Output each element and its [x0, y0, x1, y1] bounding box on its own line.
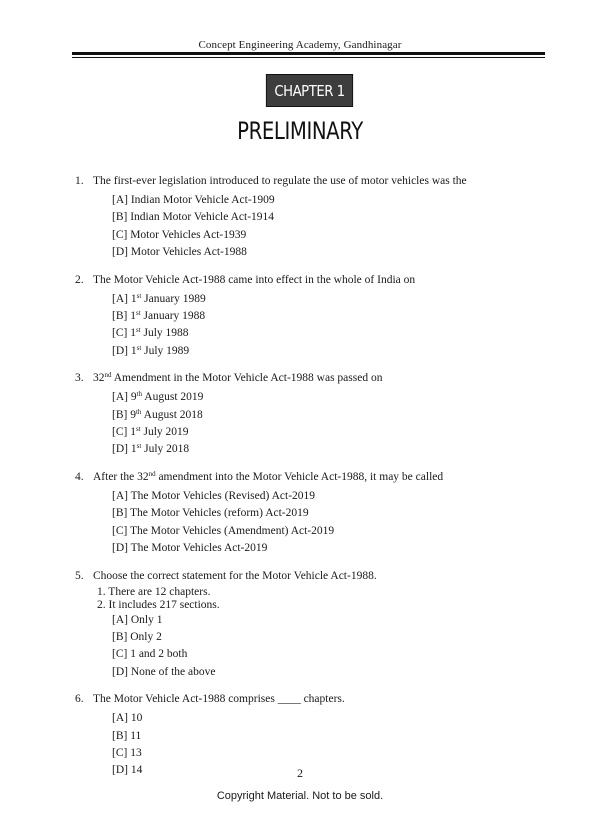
header-rule-thick	[72, 52, 545, 55]
option-b: [B] The Motor Vehicles (reform) Act-2019	[112, 507, 309, 520]
option-b: [B] Indian Motor Vehicle Act-1914	[112, 211, 275, 224]
option-d: [D] 14	[112, 764, 143, 777]
statement-list	[75, 586, 555, 612]
question-2	[75, 273, 555, 361]
copyright-footer: Copyright Material. Not to be sold.	[216, 790, 384, 802]
option-d: [D] Motor Vehicles Act-1988	[112, 246, 247, 259]
header-rule-thin	[72, 57, 545, 58]
question-text: 32nd Amendment in the Motor Vehicle Act-1988 was passed on	[93, 371, 383, 385]
page-number: 2	[297, 766, 303, 780]
statement-2: 2. It includes 217 sections.	[97, 598, 220, 611]
question-text: The Motor Vehicle Act-1988 comprises ____ chapters.	[93, 693, 345, 706]
option-b: [B] 11	[112, 729, 142, 742]
option-a: [A] 10	[112, 712, 143, 725]
option-c: [C] The Motor Vehicles (Amendment) Act-2019	[112, 524, 335, 537]
statement-1: 1. There are 12 chapters.	[97, 585, 211, 598]
question-text: The first-ever legislation introduced to regulate the use of motor vehicles was the	[93, 175, 467, 187]
option-c: [C] 1st July 1988	[112, 326, 189, 340]
option-a: [A] The Motor Vehicles (Revised) Act-2019	[112, 489, 316, 502]
question-number: 6.	[75, 693, 84, 706]
question-5	[75, 569, 555, 682]
option-d: [D] 1st July 2018	[112, 442, 190, 456]
question-number: 5.	[75, 569, 84, 582]
question-list	[75, 174, 555, 791]
question-number: 2.	[75, 273, 84, 286]
option-c: [C] Motor Vehicles Act-1939	[112, 228, 247, 241]
option-c: [C] 1st July 2019	[112, 425, 189, 439]
option-list	[75, 488, 555, 558]
option-a: [A] Only 1	[112, 613, 163, 626]
option-b: [B] Only 2	[112, 630, 162, 643]
option-d: [D] None of the above	[112, 665, 216, 678]
question-number: 4.	[75, 470, 84, 483]
question-number: 1.	[75, 175, 84, 187]
option-c: [C] 1 and 2 both	[112, 648, 188, 661]
option-list	[75, 389, 555, 459]
question-text: After the 32nd amendment into the Motor Vehicle Act-1988, it may be called	[93, 469, 444, 483]
option-list	[75, 192, 555, 262]
chapter-label: CHAPTER 1	[274, 81, 345, 100]
question-number: 3.	[75, 372, 84, 385]
option-b: [B] 9th August 2018	[112, 407, 203, 421]
question-1	[75, 174, 555, 262]
option-d: [D] The Motor Vehicles Act-2019	[112, 542, 268, 555]
chapter-label-box	[266, 74, 353, 107]
option-list	[75, 291, 555, 361]
option-a: [A] 1st January 1989	[112, 291, 206, 305]
question-3	[75, 371, 555, 459]
option-a: [A] 9th August 2019	[112, 390, 204, 404]
chapter-title: PRELIMINARY	[237, 117, 363, 145]
option-d: [D] 1st July 1989	[112, 343, 190, 357]
option-list	[75, 612, 555, 682]
question-text: The Motor Vehicle Act-1988 came into effect in the whole of India on	[93, 273, 416, 286]
question-4	[75, 470, 555, 558]
option-b: [B] 1st January 1988	[112, 309, 206, 323]
question-text: Choose the correct statement for the Motor Vehicle Act-1988.	[93, 569, 377, 582]
option-c: [C] 13	[112, 746, 142, 759]
option-a: [A] Indian Motor Vehicle Act-1909	[112, 194, 275, 206]
page-header: Concept Engineering Academy, Gandhinagar	[198, 39, 402, 51]
